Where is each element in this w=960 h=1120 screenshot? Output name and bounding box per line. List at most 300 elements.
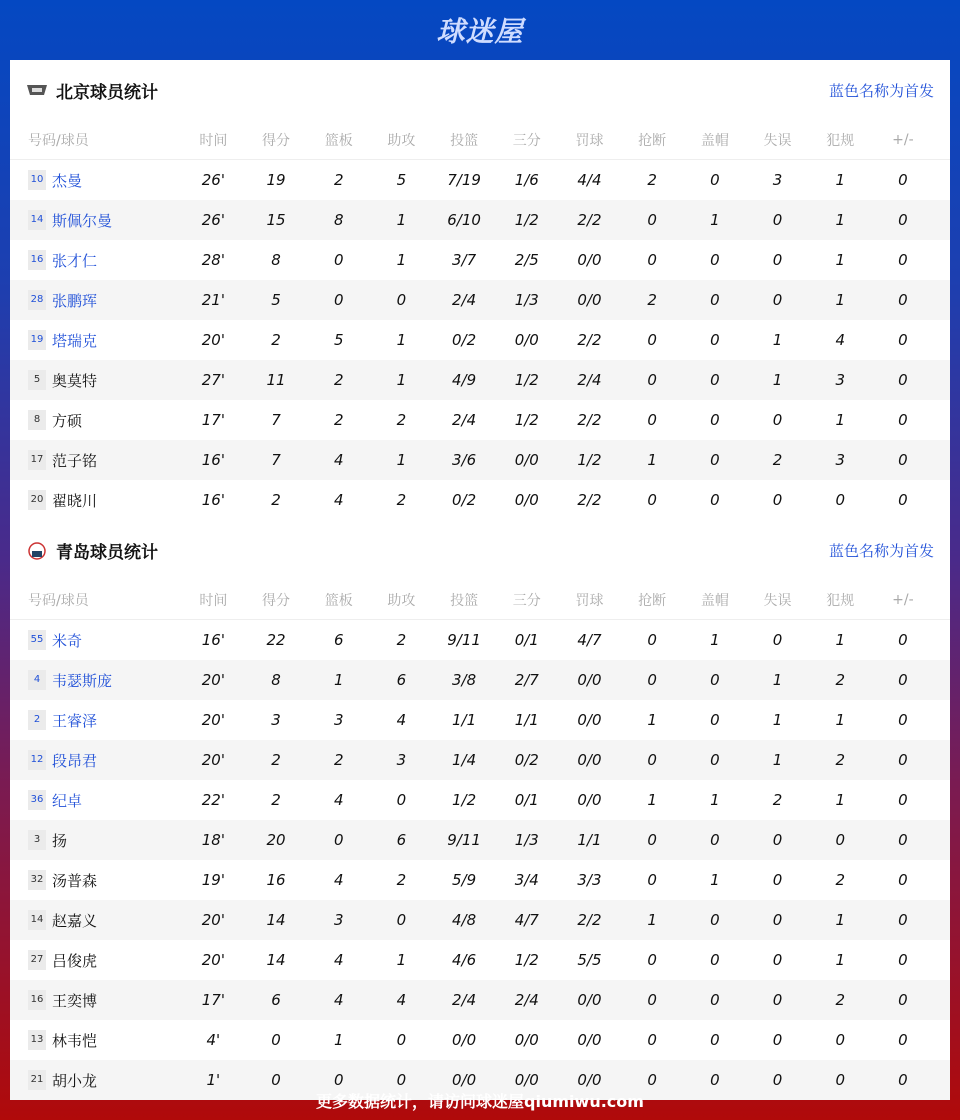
column-header[interactable]: 犯规	[826, 592, 855, 609]
stat-cell: 2	[835, 871, 845, 889]
stat-cell: 0/0	[577, 1031, 602, 1049]
stat-cell: 2	[271, 791, 281, 809]
player-row[interactable]	[10, 860, 950, 900]
stat-cell: 0	[647, 331, 657, 349]
column-header[interactable]: 抢断	[638, 592, 667, 609]
stat-cell: 2	[772, 791, 783, 809]
stat-cell: 1/2	[452, 791, 477, 809]
starter-legend: 蓝色名称为首发	[828, 541, 934, 560]
player-name[interactable]: 韦瑟斯庞	[52, 671, 113, 690]
stat-cell: 1	[772, 371, 783, 389]
player-cell	[10, 830, 182, 851]
stat-cell: 2	[333, 751, 344, 769]
stat-cell: 9/11	[447, 631, 481, 649]
stat-cell: 0	[710, 951, 720, 969]
stats-card	[10, 60, 950, 1090]
team-title	[26, 78, 158, 103]
player-row[interactable]	[10, 620, 950, 660]
player-cell	[10, 670, 182, 691]
stat-cell: 0	[772, 491, 783, 509]
stat-cell: 0	[898, 291, 908, 309]
stat-cell: 8	[271, 251, 281, 269]
column-header[interactable]: +/-	[892, 591, 914, 608]
player-cell	[10, 330, 182, 351]
stat-cell: 2	[396, 871, 407, 889]
stat-cell: 2/2	[577, 911, 602, 929]
stat-cell: 0	[647, 671, 657, 689]
stat-cell: 0	[647, 371, 657, 389]
stat-cell: 1	[396, 371, 407, 389]
stat-cell: 0	[710, 411, 720, 429]
stat-cell: 2	[271, 491, 281, 509]
stat-cell: 1	[710, 211, 720, 229]
stat-cell: 20	[266, 831, 286, 849]
player-cell	[10, 630, 182, 651]
stat-cell: 0	[898, 491, 908, 509]
stat-cell: 2	[333, 171, 344, 189]
stat-cell: 0/0	[577, 991, 602, 1009]
player-name[interactable]: 奥莫特	[52, 371, 98, 390]
stat-cell: 0	[772, 1031, 783, 1049]
column-header[interactable]: 号码/球员	[28, 132, 89, 149]
stat-cell: 11	[266, 371, 286, 389]
column-header[interactable]: 投篮	[450, 132, 479, 149]
header-bar	[0, 0, 960, 60]
stat-cell: 2	[835, 671, 845, 689]
stat-cell: 0	[898, 251, 908, 269]
column-header[interactable]: +/-	[892, 131, 914, 148]
team-logo-icon	[26, 542, 48, 558]
stat-cell: 6	[333, 631, 344, 649]
player-name[interactable]: 张鹏珲	[52, 291, 98, 310]
stat-cell: 0	[710, 291, 720, 309]
stat-cell: 0	[396, 791, 407, 809]
column-header[interactable]: 抢断	[638, 132, 667, 149]
stat-cell: 1	[772, 671, 783, 689]
stat-cell: 0	[710, 751, 720, 769]
stat-cell: 1	[647, 451, 657, 469]
stat-cell: 1/3	[514, 831, 539, 849]
stat-cell: 0	[647, 251, 657, 269]
player-row[interactable]	[10, 480, 950, 520]
stat-cell: 20'	[201, 751, 225, 769]
stat-cell: 3/8	[452, 671, 477, 689]
player-row[interactable]	[10, 660, 950, 700]
player-row[interactable]	[10, 240, 950, 280]
column-header[interactable]: 时间	[199, 132, 228, 149]
stat-cell: 27'	[201, 371, 225, 389]
player-cell	[10, 290, 182, 311]
stat-cell: 0/0	[452, 1071, 477, 1089]
stat-cell: 0/0	[577, 291, 602, 309]
stat-cell: 16'	[201, 631, 225, 649]
stat-cell: 20'	[201, 331, 225, 349]
jersey-number: 20	[28, 490, 46, 510]
stat-cell: 0	[772, 871, 783, 889]
stat-cell: 0	[647, 951, 657, 969]
stat-cell: 0	[333, 291, 344, 309]
column-header[interactable]: 助攻	[387, 132, 416, 149]
stat-cell: 0	[647, 751, 657, 769]
stat-cell: 1/1	[514, 711, 539, 729]
stat-cell: 3/3	[577, 871, 602, 889]
stat-cell: 1	[835, 711, 845, 729]
stat-cell: 2	[772, 451, 783, 469]
column-header[interactable]: 罚球	[575, 132, 604, 149]
stat-cell: 4/4	[577, 171, 602, 189]
stat-cell: 2	[396, 491, 407, 509]
stat-cell: 4	[396, 991, 407, 1009]
player-name[interactable]: 斯佩尔曼	[52, 211, 113, 230]
stat-cell: 1	[835, 951, 845, 969]
stat-cell: 0	[271, 1071, 281, 1089]
column-header[interactable]: 犯规	[826, 132, 855, 149]
stat-cell: 4	[396, 711, 407, 729]
brand-logo: 球迷屋	[436, 15, 524, 48]
section-header	[10, 60, 950, 120]
stat-cell: 2	[835, 991, 845, 1009]
player-row[interactable]	[10, 900, 950, 940]
player-name[interactable]: 翟晓川	[52, 491, 98, 510]
player-cell	[10, 1030, 182, 1051]
stat-cell: 0	[333, 251, 344, 269]
player-name[interactable]: 张才仁	[52, 251, 98, 270]
stat-cell: 20'	[201, 711, 225, 729]
stat-cell: 18'	[201, 831, 225, 849]
jersey-number: 3	[28, 830, 46, 850]
stat-cell: 1	[835, 911, 845, 929]
stat-cell: 0/0	[514, 1071, 539, 1089]
stat-cell: 3	[772, 171, 783, 189]
column-header[interactable]: 三分	[512, 592, 541, 609]
stat-cell: 0	[898, 871, 908, 889]
stat-cell: 6	[271, 991, 281, 1009]
stat-cell: 19'	[201, 871, 225, 889]
jersey-number: 14	[28, 210, 46, 230]
stat-cell: 0	[772, 631, 783, 649]
stat-cell: 16'	[201, 491, 225, 509]
stat-cell: 2/4	[452, 411, 477, 429]
stat-cell: 0	[898, 171, 908, 189]
stat-cell: 0	[898, 371, 908, 389]
stat-cell: 1	[835, 211, 845, 229]
column-header[interactable]: 盖帽	[700, 132, 729, 149]
stat-cell: 22'	[201, 791, 225, 809]
stat-cell: 0	[835, 831, 845, 849]
stat-cell: 1/1	[452, 711, 477, 729]
stat-cell: 0	[647, 831, 657, 849]
stat-cell: 1/3	[514, 291, 539, 309]
stat-cell: 1	[710, 871, 720, 889]
stat-cell: 0	[710, 911, 720, 929]
player-cell	[10, 950, 182, 971]
stat-cell: 0	[772, 991, 783, 1009]
jersey-number: 28	[28, 290, 46, 310]
stat-cell: 0	[898, 951, 908, 969]
stat-cell: 0	[772, 951, 783, 969]
player-row[interactable]	[10, 1020, 950, 1060]
player-row[interactable]	[10, 820, 950, 860]
player-name[interactable]: 纪卓	[52, 791, 83, 810]
stat-cell: 3/7	[452, 251, 477, 269]
stat-cell: 3	[835, 371, 845, 389]
stat-cell: 0/0	[452, 1031, 477, 1049]
stat-cell: 0	[898, 1071, 908, 1089]
player-row[interactable]	[10, 280, 950, 320]
player-row[interactable]	[10, 700, 950, 740]
player-name[interactable]: 吕俊虎	[52, 951, 98, 970]
stat-cell: 19	[266, 171, 286, 189]
stat-cell: 4'	[206, 1031, 221, 1049]
stat-cell: 16'	[201, 451, 225, 469]
stat-cell: 2/4	[452, 291, 477, 309]
player-row[interactable]	[10, 400, 950, 440]
stat-cell: 3	[396, 751, 407, 769]
stat-cell: 16	[266, 871, 286, 889]
column-header-row	[10, 580, 950, 620]
column-header[interactable]: 篮板	[324, 592, 353, 609]
stat-cell: 1	[647, 791, 657, 809]
stat-cell: 0	[710, 991, 720, 1009]
stat-cell: 0	[710, 251, 720, 269]
player-cell	[10, 990, 182, 1011]
stat-cell: 0/0	[514, 331, 539, 349]
jersey-number: 32	[28, 870, 46, 890]
stat-cell: 0	[898, 631, 908, 649]
stat-cell: 2	[333, 411, 344, 429]
stat-cell: 3	[333, 911, 344, 929]
stat-cell: 0	[772, 251, 783, 269]
player-row[interactable]	[10, 780, 950, 820]
column-header[interactable]: 三分	[512, 132, 541, 149]
stat-cell: 4/7	[577, 631, 602, 649]
stat-cell: 1/1	[577, 831, 602, 849]
stat-cell: 28'	[201, 251, 225, 269]
stat-cell: 6	[396, 831, 407, 849]
stat-cell: 1	[396, 251, 407, 269]
stat-cell: 0/2	[514, 751, 539, 769]
footer-text: 更多数据统计，请访问球迷屋qiumiwu.com	[316, 1091, 644, 1111]
stat-cell: 0	[772, 911, 783, 929]
stat-cell: 4	[333, 871, 344, 889]
player-name[interactable]: 王奕博	[52, 991, 98, 1010]
stat-cell: 1/2	[514, 951, 539, 969]
stat-cell: 1	[835, 251, 845, 269]
stat-cell: 1	[772, 331, 783, 349]
jersey-number: 27	[28, 950, 46, 970]
jersey-number: 55	[28, 630, 46, 650]
stat-cell: 1	[647, 711, 657, 729]
stat-cell: 2/4	[514, 991, 539, 1009]
stat-cell: 0	[898, 331, 908, 349]
stat-cell: 4	[333, 991, 344, 1009]
stat-cell: 0	[647, 631, 657, 649]
stat-cell: 2	[647, 171, 657, 189]
player-name[interactable]: 杰曼	[52, 171, 83, 190]
stat-cell: 1	[835, 631, 845, 649]
jersey-number: 12	[28, 750, 46, 770]
stat-cell: 0/0	[577, 791, 602, 809]
player-name[interactable]: 王睿泽	[52, 711, 98, 730]
player-name[interactable]: 范子铭	[52, 451, 98, 470]
jersey-number: 10	[28, 170, 46, 190]
player-name[interactable]: 林韦恺	[52, 1031, 98, 1050]
stat-cell: 2	[835, 751, 845, 769]
stat-cell: 0	[396, 1031, 407, 1049]
column-header[interactable]: 号码/球员	[28, 592, 89, 609]
player-row[interactable]	[10, 320, 950, 360]
stat-cell: 0/0	[514, 491, 539, 509]
stat-cell: 0	[710, 711, 720, 729]
stat-cell: 3/6	[452, 451, 477, 469]
stat-cell: 0/0	[577, 711, 602, 729]
stat-cell: 0	[647, 991, 657, 1009]
stat-cell: 2	[271, 331, 281, 349]
stat-cell: 0/0	[577, 251, 602, 269]
stat-cell: 20'	[201, 951, 225, 969]
stat-cell: 1/2	[514, 211, 539, 229]
stat-cell: 0/0	[514, 1031, 539, 1049]
player-row[interactable]	[10, 360, 950, 400]
stat-cell: 2	[647, 291, 657, 309]
jersey-number: 13	[28, 1030, 46, 1050]
stat-cell: 3/4	[514, 871, 539, 889]
stat-cell: 1	[710, 631, 720, 649]
player-name[interactable]: 汤普森	[52, 871, 98, 890]
player-row[interactable]	[10, 440, 950, 480]
stat-cell: 0	[898, 411, 908, 429]
player-name[interactable]: 塔瑞克	[52, 331, 98, 350]
stat-cell: 4	[333, 451, 344, 469]
player-cell	[10, 370, 182, 391]
stat-cell: 4/7	[514, 911, 539, 929]
stat-cell: 0/1	[514, 631, 539, 649]
stat-cell: 21'	[201, 291, 225, 309]
stat-cell: 0	[772, 411, 783, 429]
stat-cell: 2/4	[452, 991, 477, 1009]
stat-cell: 6/10	[447, 211, 481, 229]
stat-cell: 0	[710, 491, 720, 509]
stat-cell: 0	[710, 371, 720, 389]
player-name[interactable]: 米奇	[52, 631, 83, 650]
team-name: 青岛球员统计	[56, 542, 158, 563]
column-header[interactable]: 助攻	[387, 592, 416, 609]
player-row[interactable]	[10, 160, 950, 200]
stat-cell: 4/9	[452, 371, 477, 389]
stat-cell: 0	[772, 211, 783, 229]
player-cell	[10, 210, 182, 231]
player-row[interactable]	[10, 740, 950, 780]
stat-cell: 1	[835, 291, 845, 309]
column-header[interactable]: 失误	[763, 132, 792, 149]
column-header[interactable]: 得分	[262, 592, 291, 609]
player-name[interactable]: 胡小龙	[52, 1071, 98, 1090]
jersey-number: 21	[28, 1070, 46, 1090]
stat-cell: 0/0	[514, 451, 539, 469]
stat-cell: 4	[333, 791, 344, 809]
stat-cell: 8	[271, 671, 281, 689]
stat-cell: 2/2	[577, 211, 602, 229]
column-header[interactable]: 得分	[262, 132, 291, 149]
stat-cell: 3	[271, 711, 281, 729]
column-header[interactable]: 盖帽	[700, 592, 729, 609]
player-name[interactable]: 段昂君	[52, 751, 98, 770]
player-cell	[10, 870, 182, 891]
player-cell	[10, 250, 182, 271]
stat-cell: 26'	[201, 171, 225, 189]
stat-cell: 0	[898, 451, 908, 469]
team-section	[10, 60, 950, 520]
player-row[interactable]	[10, 980, 950, 1020]
stat-cell: 0	[396, 911, 407, 929]
stat-cell: 26'	[201, 211, 225, 229]
stat-cell: 0	[647, 211, 657, 229]
column-header-row	[10, 120, 950, 160]
jersey-number: 17	[28, 450, 46, 470]
stat-cell: 0	[710, 451, 720, 469]
player-name[interactable]: 赵嘉义	[52, 911, 98, 930]
player-cell	[10, 410, 182, 431]
stat-cell: 0	[710, 1071, 720, 1089]
player-row[interactable]	[10, 200, 950, 240]
stat-cell: 2/7	[514, 671, 539, 689]
stat-cell: 4	[333, 491, 344, 509]
player-row[interactable]	[10, 940, 950, 980]
player-name[interactable]: 扬	[52, 831, 68, 850]
stat-cell: 1/2	[514, 411, 539, 429]
stat-cell: 5	[271, 291, 281, 309]
stat-cell: 0	[835, 1031, 845, 1049]
stat-cell: 17'	[201, 991, 225, 1009]
stat-cell: 1	[835, 171, 845, 189]
jersey-number: 2	[28, 710, 46, 730]
player-name[interactable]: 方硕	[52, 411, 83, 430]
column-header[interactable]: 时间	[199, 592, 228, 609]
team-logo-icon	[26, 82, 48, 98]
player-cell	[10, 450, 182, 471]
stat-cell: 0	[898, 711, 908, 729]
jersey-number: 5	[28, 370, 46, 390]
stat-cell: 0/2	[452, 491, 477, 509]
stat-cell: 0	[647, 1031, 657, 1049]
stat-cell: 0	[772, 291, 783, 309]
stat-cell: 1	[772, 751, 783, 769]
column-header[interactable]: 罚球	[575, 592, 604, 609]
stat-cell: 0	[898, 991, 908, 1009]
column-header[interactable]: 失误	[763, 592, 792, 609]
jersey-number: 16	[28, 990, 46, 1010]
stat-cell: 0	[710, 671, 720, 689]
jersey-number: 36	[28, 790, 46, 810]
stat-cell: 14	[266, 911, 286, 929]
player-cell	[10, 910, 182, 931]
stat-cell: 1	[396, 451, 407, 469]
stat-cell: 1	[396, 211, 407, 229]
stat-cell: 5	[396, 171, 407, 189]
stat-cell: 5/9	[452, 871, 477, 889]
stat-cell: 9/11	[447, 831, 481, 849]
stat-cell: 1/6	[514, 171, 539, 189]
stat-cell: 1	[396, 951, 407, 969]
column-header[interactable]: 篮板	[324, 132, 353, 149]
section-header	[10, 520, 950, 580]
stat-cell: 8	[333, 211, 344, 229]
stat-cell: 0	[710, 831, 720, 849]
stat-cell: 5	[333, 331, 344, 349]
jersey-number: 14	[28, 910, 46, 930]
stat-cell: 1/2	[577, 451, 602, 469]
column-header[interactable]: 投篮	[450, 592, 479, 609]
